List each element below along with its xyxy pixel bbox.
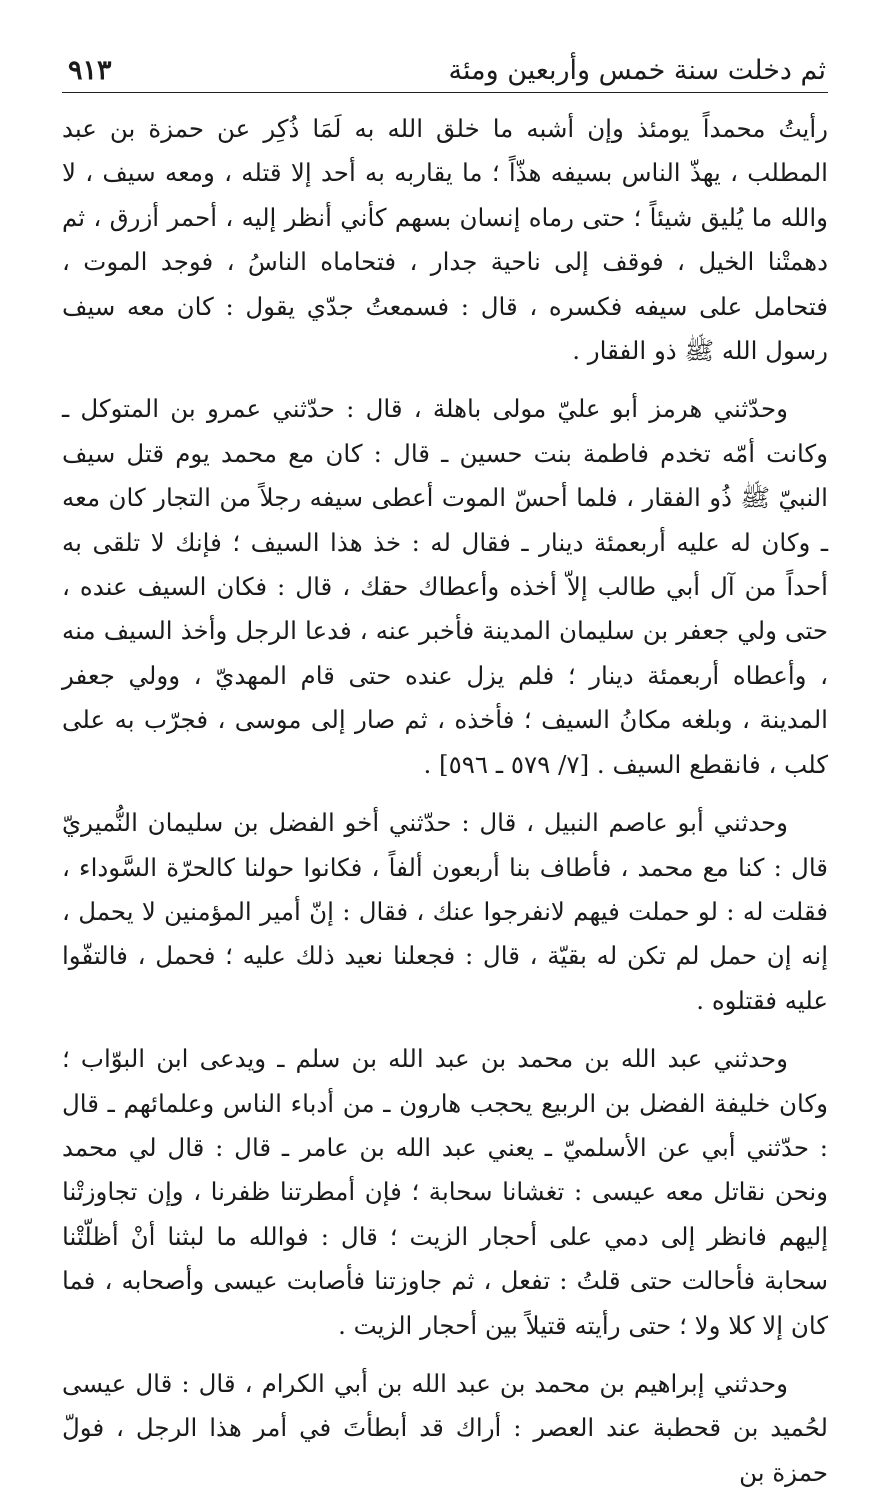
page-number: ٩١٣	[68, 55, 112, 86]
book-page	[62, 48, 828, 1487]
paragraph: وحدّثني هرمز أبو عليّ مولى باهلة ، قال : حدّثني عمرو بن المتوكل ـ وكانت أمّه تخدم فاطمة بنت حسين ـ قال : كان مع محمد يوم قتل سيف النبيّ ﷺ ذُو الفقار ، فلما أحسّ الموت أعطى سيفه رجلاً من التجار كان معه ـ وكان له عليه أربعمئة دينار ـ فقال له : خذ هذا السيف ؛ فإنك لا تلقى به أحداً من آل أبي طالب إلاّ أخذه وأعطاك حقك ، قال : فكان السيف عنده ، حتى ولي جعفر بن سليمان المدينة فأخبر عنه ، فدعا الرجل وأخذ السيف منه ، وأعطاه أربعمئة دينار ؛ فلم يزل عنده حتى قام المهديّ ، وولي جعفر المدينة ، وبلغه مكانُ السيف ؛ فأخذه ، ثم صار إلى موسى ، فجرّب به على كلب ، فانقطع السيف . [٧/ ٥٧٩ ـ ٥٩٦] .	[62, 394, 828, 779]
paragraph: وحدثني إبراهيم بن محمد بن عبد الله بن أبي الكرام ، قال : قال عيسى لحُميد بن قحطبة عند العصر : أراك قد أبطأتَ في أمر هذا الرجل ، فولّ حمزة بن	[62, 1368, 828, 1487]
page-body	[62, 107, 828, 1495]
paragraph: رأيتُ محمداً يومئذ وإن أشبه ما خلق الله به لَمَا ذُكِر عن حمزة بن عبد المطلب ، يهذّ الناس بسيفه هذّاً ؛ ما يقاربه به أحد إلا قتله ، ومعه سيف ، لا والله ما يُليق شيئاً ؛ حتى رماه إنسان بسهم كأني أنظر إليه ، أحمر أزرق ، ثم دهمتْنا الخيل ، فوقف إلى ناحية جدار ، فتحاماه الناسُ ، فوجد الموت ، فتحامل على سيفه فكسره ، قال : فسمعتُ جدّي يقول : كان معه سيف رسول الله ﷺ ذو الفقار .	[62, 114, 828, 366]
paragraph: وحدثني عبد الله بن محمد بن عبد الله بن سلم ـ ويدعى ابن البوّاب ؛ وكان خليفة الفضل بن الربيع يحجب هارون ـ من أدباء الناس وعلمائهم ـ قال : حدّثني أبي عن الأسلميّ ـ يعني عبد الله بن عامر ـ قال : قال لي محمد ونحن نقاتل معه عيسى : تغشانا سحابة ؛ فإن أمطرتنا ظفرنا ، وإن تجاوزتْنا إليهم فانظر إلى دمي على أحجار الزيت ؛ قال : فوالله ما لبثنا أنْ أظلّتْنا سحابة فأحالت حتى قلتُ : تفعل ، ثم جاوزتنا فأصابت عيسى وأصحابه ، فما كان إلا كلا ولا ؛ حتى رأيته قتيلاً بين أحجار الزيت .	[62, 1044, 828, 1340]
page-header	[62, 48, 828, 93]
running-title: ثم دخلت سنة خمس وأربعين ومئة	[448, 55, 826, 86]
paragraph: وحدثني أبو عاصم النبيل ، قال : حدّثني أخو الفضل بن سليمان النُّميريّ قال : كنا مع محمد ، فأطاف بنا أربعون ألفاً ، فكانوا حولنا كالحرّة السَّوداء ، فقلت له : لو حملت فيهم لانفرجوا عنك ، فقال : إنّ أمير المؤمنين لا يحمل ، إنه إن حمل لم تكن له بقيّة ، قال : فجعلنا نعيد ذلك عليه ؛ فحمل ، فالتفّوا عليه فقتلوه .	[62, 808, 828, 1015]
